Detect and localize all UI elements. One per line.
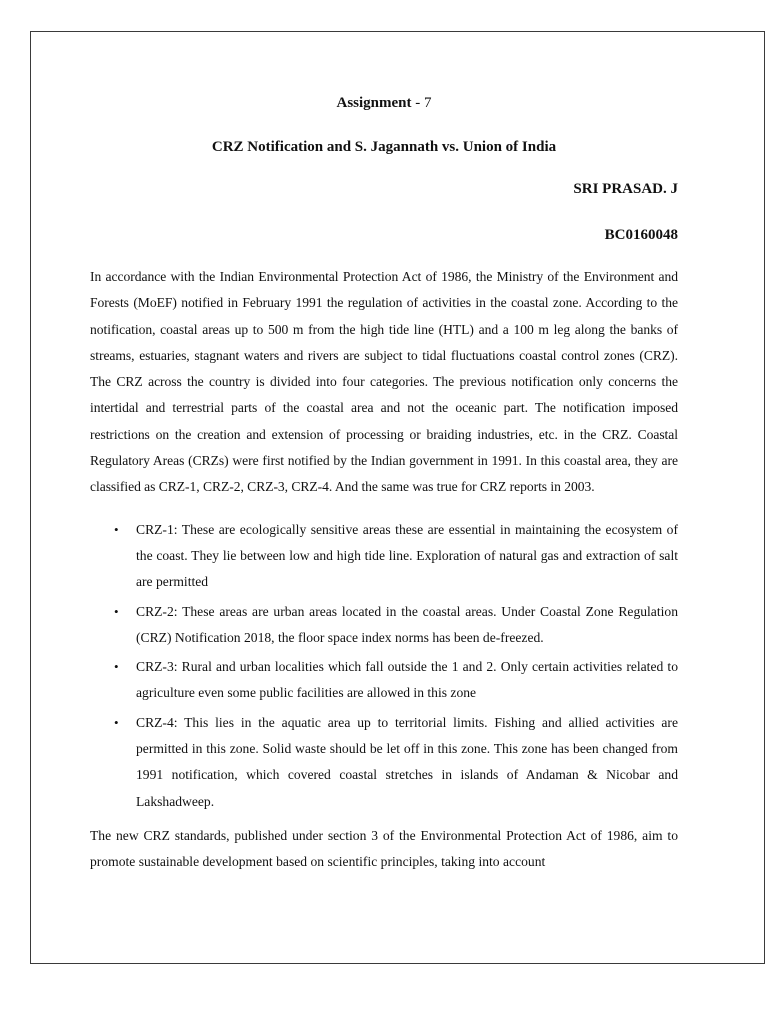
crz-category-list [90,517,678,815]
document-body [90,92,678,876]
roll-number: BC0160048 [604,227,678,243]
list-item-text: CRZ-3: Rural and urban localities which fall outside the 1 and 2. Only certain activities related to agriculture even some public facilities are allowed in this zone [136,659,678,701]
bullet-icon: • [114,714,119,730]
intro-paragraph: In accordance with the Indian Environmental Protection Act of 1986, the Ministry of the Environment and Forests (MoEF) notified in February 1991 the regulation of activities in the coastal zone. According to the notification, coastal areas up to 500 m from the high tide line (HTL) and a 100 m leg along the banks of streams, estuaries, stagnant waters and rivers are subject to tidal fluctuations coastal control zones (CRZ). The CRZ across the country is divided into four categories. The previous notification only concerns the intertidal and terrestrial parts of the coastal area and not the oceanic part. The notification imposed restrictions on the creation and extension of processing or braiding industries, etc. in the CRZ. Coastal Regulatory Areas (CRZs) were first notified by the Indian government in 1991. In this coastal area, they are classified as CRZ-1, CRZ-2, CRZ-3, CRZ-4. And the same was true for CRZ reports in 2003. [90,269,678,495]
list-item-crz-3 [90,654,678,707]
list-item-crz-1 [90,517,678,596]
list-item-crz-2 [90,599,678,652]
bullet-icon: • [114,603,119,619]
author-name: SRI PRASAD. J [573,181,678,197]
closing-paragraph: The new CRZ standards, published under section 3 of the Environmental Protection Act of 1986, aim to promote sustainable development based on scientific principles, taking into account [90,827,678,870]
assignment-label: Assignment [336,95,412,111]
list-item-crz-4 [90,710,678,815]
bullet-icon: • [114,659,119,675]
bullet-icon: • [114,521,119,537]
list-item-text: CRZ-2: These areas are urban areas located in the coastal areas. Under Coastal Zone Regulation (CRZ) Notification 2018, the floor space index norms has been de-freezed. [136,603,678,645]
list-item-text: CRZ-1: These are ecologically sensitive areas these are essential in maintaining the ecosystem of the coast. They lie between low and high tide line. Exploration of natural gas and extraction of salt are permitted [136,521,678,590]
document-title: CRZ Notification and S. Jagannath vs. Union of India [211,139,557,155]
assignment-heading [90,92,678,114]
list-item-text: CRZ-4: This lies in the aquatic area up to territorial limits. Fishing and allied activities are permitted in this zone. Solid waste should be let off in this zone. This zone has been changed from 1991 notification, which covered coastal stretches in islands of Andaman & Nicobar and Lakshadweep. [136,714,678,809]
assignment-number: - 7 [411,95,432,111]
